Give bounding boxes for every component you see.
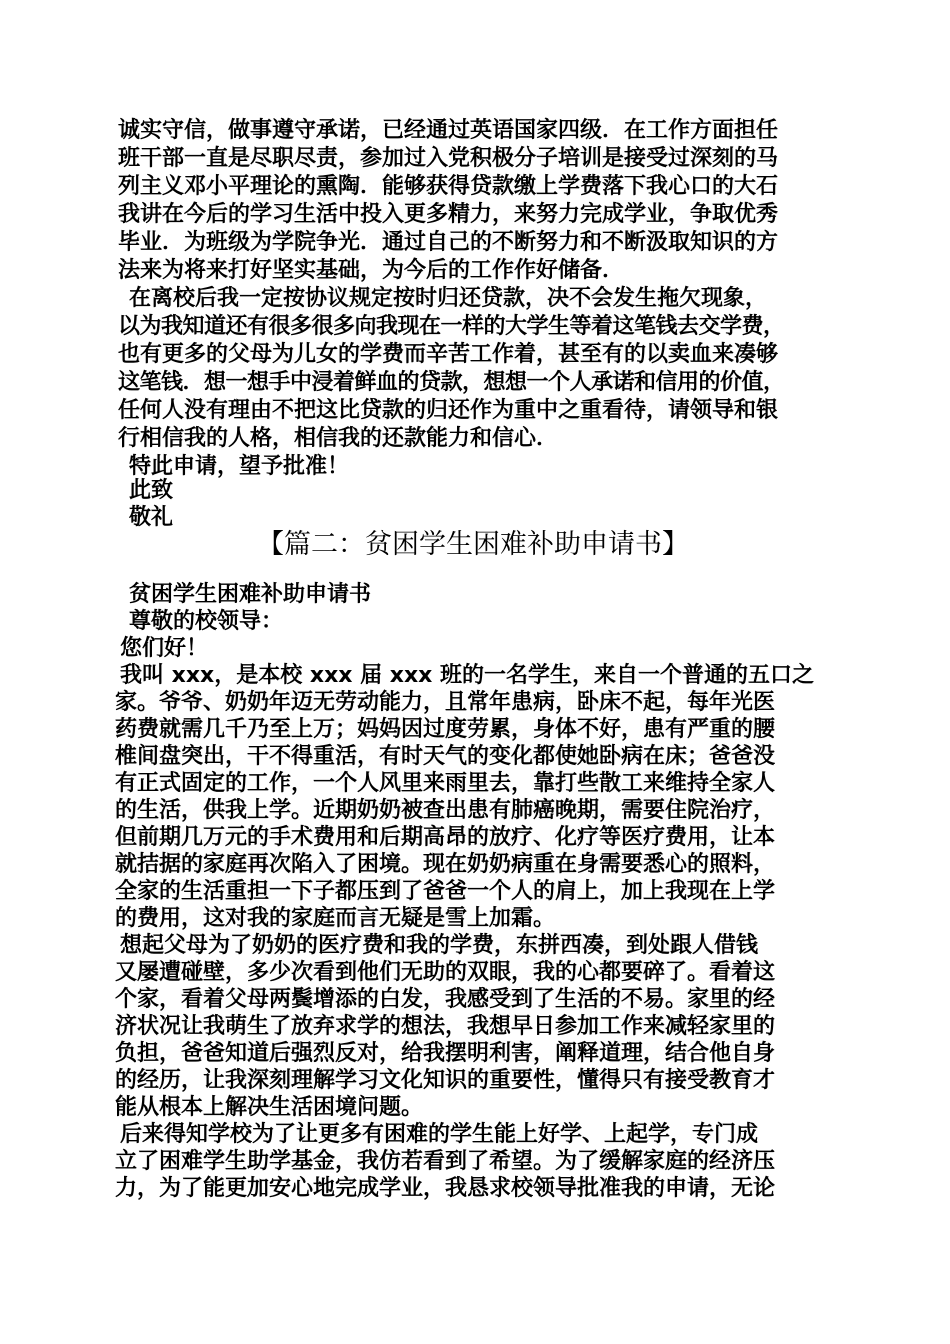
paragraph-line: 就拮据的家庭再次陷入了困境。现在奶奶病重在身需要悉心的照料， (115, 852, 776, 877)
paragraph-line: 力，为了能更加安心地完成学业，我恳求校领导批准我的申请，无论 (115, 1176, 776, 1201)
paragraph-line: 能从根本上解决生活困境问题。 (115, 1095, 424, 1120)
letter-title: 贫困学生困难补助申请书 (129, 582, 372, 607)
closing-salutation: 此致 (129, 478, 174, 503)
letter-salutation: 尊敬的校领导： (129, 609, 284, 634)
paragraph-line: 这笔钱．想一想手中浸着鲜血的贷款，想想一个人承诺和信用的价值， (118, 370, 785, 395)
paragraph-line: 以为我知道还有很多很多向我现在一样的大学生等着这笔钱去交学费， (118, 314, 785, 339)
paragraph-line: 全家的生活重担一下子都压到了爸爸一个人的肩上，加上我现在上学 (115, 879, 776, 904)
paragraph-line: 又屡遭碰壁，多少次看到他们无助的双眼，我的心都要碎了。看着这 (115, 960, 776, 985)
paragraph-line: 列主义邓小平理论的熏陶．能够获得贷款缴上学费落下我心口的大石 (118, 174, 779, 199)
closing-regards: 敬礼 (129, 505, 174, 530)
paragraph-line: 立了困难学生助学基金，我仿若看到了希望。为了缓解家庭的经济压 (115, 1149, 776, 1174)
paragraph-line: 行相信我的人格，相信我的还款能力和信心． (118, 426, 559, 451)
paragraph-line: 在离校后我一定按协议规定按时归还贷款，决不会发生拖欠现象， (129, 286, 768, 311)
paragraph-line: 我叫 xxx，是本校 xxx 届 xxx 班的一名学生，来自一个普通的五口之 (120, 663, 815, 688)
paragraph-line: 诚实守信，做事遵守承诺，已经通过英语国家四级．在工作方面担任 (118, 118, 779, 143)
paragraph-line: 也有更多的父母为儿女的学费而辛苦工作着，甚至有的以卖血来凑够 (118, 342, 779, 367)
letter-greeting: 您们好！ (120, 636, 209, 661)
paragraph-line: 药费就需几千乃至上万；妈妈因过度劳累，身体不好，患有严重的腰 (115, 717, 776, 742)
paragraph-line: 我讲在今后的学习生活中投入更多精力，来努力完成学业，争取优秀 (118, 202, 779, 227)
paragraph-line: 想起父母为了奶奶的医疗费和我的学费，东拼西凑，到处跟人借钱 (120, 933, 759, 958)
paragraph-line: 法来为将来打好坚实基础，为今后的工作作好储备． (118, 258, 625, 283)
paragraph-line: 济状况让我萌生了放弃求学的想法，我想早日参加工作来减轻家里的 (115, 1014, 776, 1039)
paragraph-line: 后来得知学校为了让更多有困难的学生能上好学、上起学，专门成 (120, 1122, 759, 1147)
paragraph-line: 的费用，这对我的家庭而言无疑是雪上加霜。 (115, 906, 556, 931)
paragraph-line: 毕业．为班级为学院争光．通过自己的不断努力和不断汲取知识的方 (118, 230, 779, 255)
paragraph-line: 家。爷爷、奶奶年迈无劳动能力，且常年患病，卧床不起，每年光医 (115, 690, 776, 715)
paragraph-line: 任何人没有理由不把这比贷款的归还作为重中之重看待，请领导和银 (118, 398, 779, 423)
paragraph-line: 但前期几万元的手术费用和后期高昂的放疗、化疗等医疗费用，让本 (115, 825, 776, 850)
paragraph-line: 班干部一直是尽职尽责，参加过入党积极分子培训是接受过深刻的马 (118, 146, 779, 171)
section-heading: 【篇二：贫困学生困难补助申请书】 (257, 529, 689, 560)
paragraph-line: 个家，看着父母两鬓增添的白发，我感受到了生活的不易。家里的经 (115, 987, 776, 1012)
paragraph-line: 有正式固定的工作，一个人风里来雨里去，靠打些散工来维持全家人 (115, 771, 776, 796)
paragraph-line: 的经历，让我深刻理解学习文化知识的重要性，懂得只有接受教育才 (115, 1068, 776, 1093)
paragraph-line: 负担，爸爸知道后强烈反对，给我摆明利害，阐释道理，结合他自身 (115, 1041, 776, 1066)
paragraph-line: 椎间盘突出，干不得重活，有时天气的变化都使她卧病在床；爸爸没 (115, 744, 776, 769)
paragraph-line: 的生活，供我上学。近期奶奶被查出患有肺癌晚期，需要住院治疗， (115, 798, 776, 823)
closing-request: 特此申请，望予批准！ (129, 454, 350, 479)
